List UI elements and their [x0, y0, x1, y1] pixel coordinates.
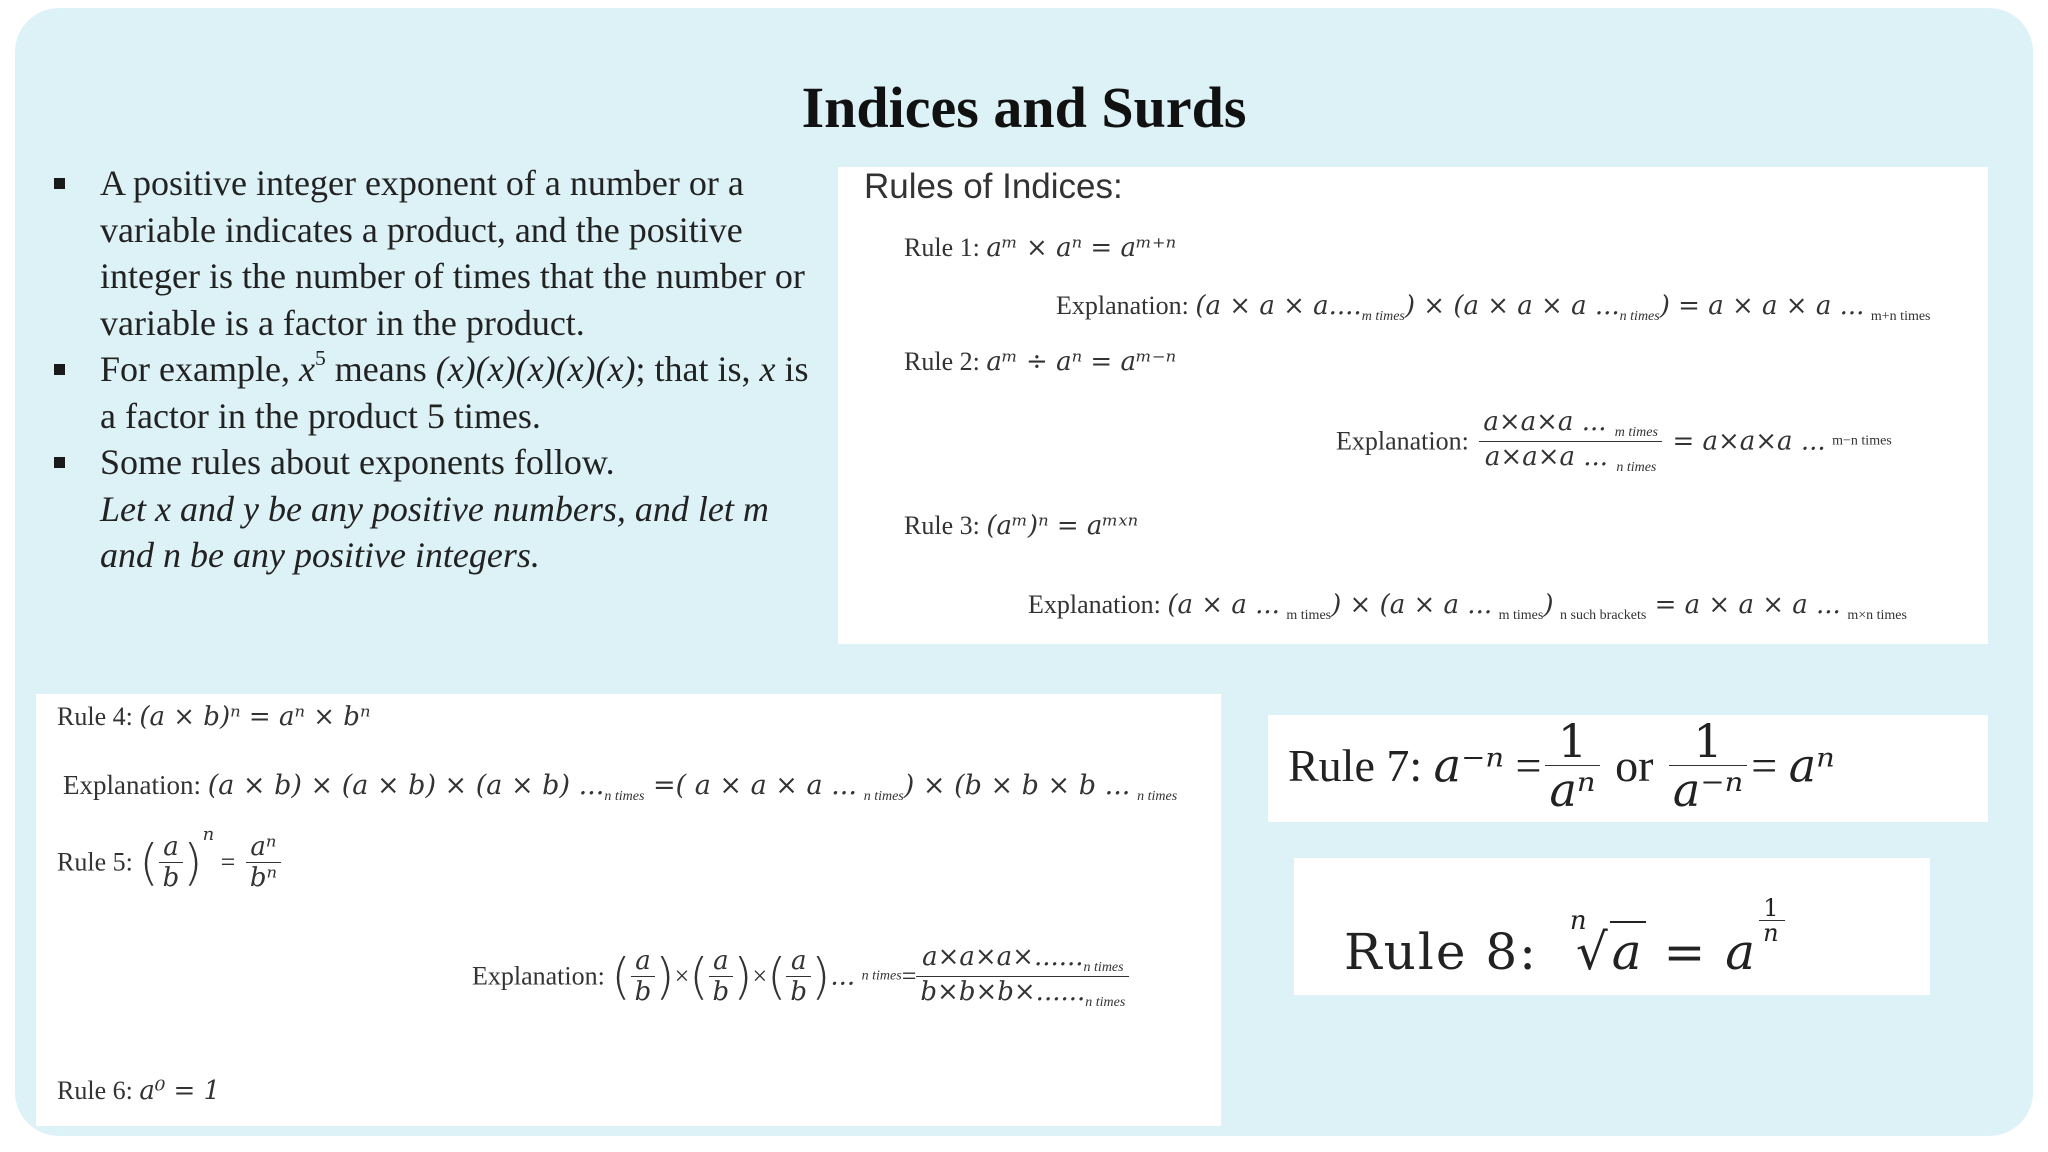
expr-part: ) × (a × a ... [1331, 590, 1493, 620]
denominator: a×a×a ... [1484, 442, 1609, 472]
bullet-item [52, 346, 822, 439]
bullet-text: ; that is, [635, 349, 760, 389]
rule-7: Rule 7: a⁻ⁿ = $\frac{1}{\text{aⁿ}}$ or $\frac{1}{\text{a⁻ⁿ}}$ = aⁿ [1288, 714, 1835, 817]
bullet-item [52, 439, 822, 486]
expr-part: ) × (b × b × b ... [903, 770, 1131, 801]
expr-part: ... [830, 961, 856, 992]
bullet-text: is a factor in the product 5 times. [100, 349, 809, 436]
expr-subscript: m times [1361, 309, 1405, 324]
expr-subscript: n such brackets [1560, 608, 1647, 623]
bullet-list [52, 160, 822, 579]
denominator: b [712, 977, 730, 1007]
fraction [1669, 714, 1747, 817]
rule-label: Rule 5: [57, 847, 133, 877]
expr-subscript: m×n times [1847, 608, 1907, 623]
bullet-marker-icon [54, 364, 65, 375]
explanation-label: Explanation: [1028, 590, 1161, 619]
expr-subscript: m+n times [1870, 309, 1931, 324]
rule-3 [904, 511, 1138, 541]
variable: x [759, 349, 776, 389]
variable: x [298, 349, 315, 389]
base: a [1725, 923, 1758, 981]
bullet-text: A positive integer exponent of a number or a variable indicates a product, and the positive integer is the number of times that the number or variable is a factor in the product. [100, 163, 805, 343]
expr-subscript: m−n times [1832, 433, 1892, 449]
exponent: 5 [314, 345, 326, 370]
rule-8-panel [1294, 858, 1930, 995]
or-text: or [1615, 740, 1654, 791]
denominator: aⁿ [1549, 763, 1596, 817]
radical-icon: √ [1575, 923, 1610, 981]
bullet-marker-icon [54, 178, 65, 189]
expr-subscript: n times [1137, 789, 1178, 804]
expr-part: = a × a × a ... [1646, 590, 1841, 620]
numerator: 1 [1545, 717, 1599, 766]
expr-part: =( a × a × a ... [644, 770, 857, 801]
numerator: a [709, 946, 734, 977]
expr-subscript: m times [1498, 608, 1544, 623]
rule-1-explanation [1056, 291, 1931, 325]
rule-5: Rule 5: ( $\frac{a}{b}$ )$^n$ = $\frac{\text{aⁿ}}{\text{bⁿ}}$ [57, 832, 285, 893]
rule-expression: aᵐ × aⁿ = aᵐ⁺ⁿ [986, 233, 1177, 263]
denominator: b [162, 863, 180, 893]
fraction [1545, 714, 1599, 817]
denominator: n [1763, 919, 1781, 947]
exponent-fraction [1759, 896, 1784, 945]
numerator: a [159, 832, 184, 863]
rule-expression: (a × b)ⁿ = aⁿ × bⁿ [139, 702, 371, 732]
numerator: a [786, 946, 811, 977]
nth-root: n √a [1569, 906, 1644, 981]
fraction [709, 946, 734, 1007]
denominator: b [634, 977, 652, 1007]
rule-2-explanation [1336, 407, 1892, 476]
rule-label: Rule 2: [904, 347, 980, 376]
rule-label: Rule 3: [904, 511, 980, 540]
fraction [246, 832, 281, 893]
fraction [1479, 407, 1662, 476]
rule-5-explanation: Explanation: ( $\frac{a}{b}$ )×( $\frac{a}{b}$ )×( $\frac{a}{b}$ )... n times= $\frac{a\times a\times a\times......_{n times}}{b\times b\times b\times......_{n times}}$ [472, 942, 1129, 1011]
explanation-label: Explanation: [1336, 426, 1469, 456]
rule-4 [57, 702, 370, 732]
denominator: b [790, 977, 808, 1007]
radicand: a [1611, 923, 1644, 981]
numerator: a [631, 946, 656, 977]
product-expression: (x)(x)(x)(x)(x) [435, 349, 636, 389]
expr-part: (a × a ... [1167, 590, 1280, 620]
bullet-item [52, 160, 822, 346]
numerator: a×a×a ... [1483, 407, 1607, 437]
expr-subscript: n times [1619, 309, 1660, 324]
denominator: bⁿ [249, 863, 278, 893]
fraction [631, 946, 656, 1007]
rule-label: Rule 6: [57, 1076, 133, 1105]
bullet-text: For example, [100, 349, 299, 389]
explanation-label: Explanation: [1056, 291, 1189, 320]
expr-part: ) × (a × a × a ... [1404, 291, 1620, 321]
rules-of-indices-panel [838, 167, 1988, 644]
expr-subscript: n times [1085, 995, 1126, 1010]
fraction [786, 946, 811, 1007]
rule-2 [904, 347, 1176, 377]
explanation-label: Explanation: [472, 961, 605, 991]
rule-expression: a⁻ⁿ [1433, 738, 1505, 793]
slide-title: Indices and Surds [801, 75, 1247, 140]
bullet-marker-icon [54, 457, 65, 468]
rule-8: Rule 8: n √a = a $\frac{1}{n}$ [1344, 896, 1785, 981]
expr-part: ) = a × a × a ... [1659, 291, 1865, 321]
numerator: aⁿ [246, 832, 281, 863]
expr-part: (a × a × a.... [1195, 291, 1362, 321]
rule-3-explanation [1028, 590, 1907, 624]
bullet-note: Let x and y be any positive numbers, and let m and n be any positive integers. [100, 488, 769, 575]
fraction [159, 832, 184, 893]
denominator: b×b×b×...... [920, 977, 1086, 1007]
fraction [916, 942, 1129, 1011]
rule-label: Rule 1: [904, 233, 980, 262]
expr-subscript: n times [861, 968, 902, 984]
rule-label: Rule 8: [1344, 923, 1538, 981]
expr-subscript: m times [1614, 425, 1658, 440]
rule-expression: a⁰ = 1 [139, 1076, 221, 1106]
numerator: 1 [1759, 896, 1784, 921]
rules-4-to-6-panel [36, 694, 1221, 1126]
explanation-label: Explanation: [63, 770, 201, 800]
rule-expression: aᵐ ÷ aⁿ = aᵐ⁻ⁿ [986, 347, 1177, 377]
bullet-text: means [325, 349, 436, 389]
rule-expression: aⁿ [1788, 738, 1835, 793]
bullet-text: Some rules about exponents follow. [100, 442, 615, 482]
rules-heading: Rules of Indices: [864, 167, 1123, 206]
expr-subscript: n times [1083, 960, 1124, 975]
rule-4-explanation [63, 770, 1177, 805]
numerator: 1 [1669, 717, 1747, 766]
numerator: a×a×a×...... [922, 942, 1084, 972]
expr-subscript: n times [863, 789, 904, 804]
rule-label: Rule 7: [1288, 740, 1423, 791]
expr-part: ) [1543, 590, 1554, 620]
rule-expression: (aᵐ)ⁿ = aᵐˣⁿ [986, 511, 1139, 541]
denominator: a⁻ⁿ [1672, 763, 1744, 817]
exponent: n [202, 823, 215, 845]
rule-label: Rule 4: [57, 702, 133, 731]
expr-part: = a×a×a ... [1672, 426, 1826, 457]
expr-subscript: n times [604, 789, 645, 804]
expr-part: (a × b) × (a × b) × (a × b) ... [207, 770, 605, 801]
expr-subscript: m times [1286, 608, 1332, 623]
rule-7-panel [1268, 715, 1988, 822]
rule-6 [57, 1076, 220, 1106]
expr-subscript: n times [1616, 460, 1657, 475]
rule-1 [904, 233, 1176, 263]
